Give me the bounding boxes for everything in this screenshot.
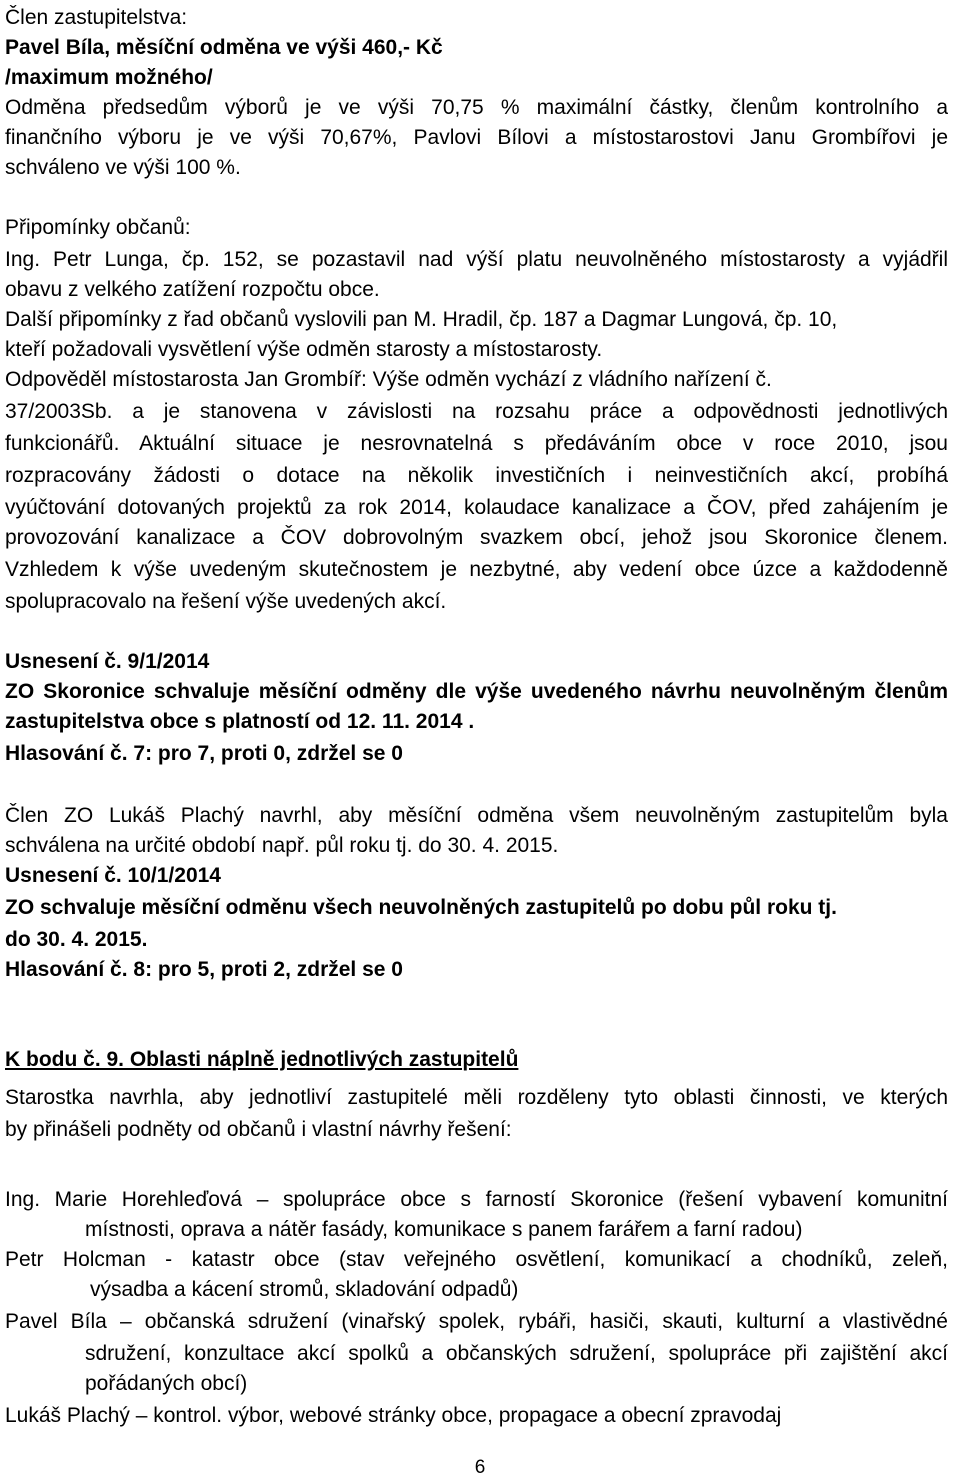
paragraph-line: obavu z velkého zatížení rozpočtu obce. bbox=[5, 278, 380, 301]
paragraph-line: Odpověděl místostarosta Jan Grombíř: Výše odměn vychází z vládního nařízení č. bbox=[5, 368, 772, 391]
paragraph-line: Další připomínky z řad občanů vyslovili pan M. Hradil, čp. 187 a Dagmar Lungová, čp. 10, bbox=[5, 308, 838, 331]
paragraph-line: finančního výboru je ve výši 70,67%, Pavlovi Bílovi a místostarostovi Janu Grombířovi je bbox=[5, 126, 948, 149]
citizens-heading: Připomínky občanů: bbox=[5, 216, 191, 239]
paragraph-line: spolupracovalo na řešení výše uvedených akcí. bbox=[5, 590, 447, 613]
resolution-text: do 30. 4. 2015. bbox=[5, 928, 148, 951]
section-heading: K bodu č. 9. Oblasti náplně jednotlivých zastupitelů bbox=[5, 1048, 519, 1071]
paragraph-line: schváleno ve výši 100 %. bbox=[5, 156, 241, 179]
paragraph-line: Vzhledem k výše uvedeným skutečnostem je nezbytné, aby vedení obce úzce a každodenně bbox=[5, 558, 948, 581]
resolution-vote: Hlasování č. 8: pro 5, proti 2, zdržel se 0 bbox=[5, 958, 403, 981]
area-line: Lukáš Plachý – kontrol. výbor, webové stránky obce, propagace a obecní zpravodaj bbox=[5, 1404, 782, 1427]
page-number: 6 bbox=[474, 1457, 486, 1478]
area-line: pořádaných obcí) bbox=[85, 1372, 248, 1395]
paragraph-line: funkcionářů. Aktuální situace je nesrovnatelná s předáváním obce v roce 2010, jsou bbox=[5, 432, 948, 455]
resolution-vote: Hlasování č. 7: pro 7, proti 0, zdržel se 0 bbox=[5, 742, 403, 765]
paragraph-line: Ing. Petr Lunga, čp. 152, se pozastavil nad výší platu neuvolněného místostarosty a vyjádřil bbox=[5, 248, 948, 271]
paragraph-line: schválena na určité období např. půl roku tj. do 30. 4. 2015. bbox=[5, 834, 559, 857]
paragraph-line: kteří požadovali vysvětlení výše odměn starosty a místostarosty. bbox=[5, 338, 603, 361]
paragraph-line: provozování kanalizace a ČOV dobrovolným svazkem obcí, jehož jsou Skoronice členem. bbox=[5, 526, 948, 549]
paragraph-line: by přinášeli podněty od občanů i vlastní návrhy řešení: bbox=[5, 1118, 512, 1141]
area-line: sdružení, konzultace akcí spolků a občanských sdružení, spolupráce při zajištění akcí bbox=[85, 1342, 948, 1365]
paragraph-line: vyúčtování dotovaných projektů za rok 2014, kolaudace kanalizace a ČOV, před zahájením je bbox=[5, 496, 948, 519]
paragraph-line: Člen ZO Lukáš Plachý navrhl, aby měsíční odměna všem neuvolněným zastupitelům byla bbox=[5, 804, 948, 827]
paragraph-line: rozpracovány žádosti o dotace na několik investičních i neinvestičních akcí, probíhá bbox=[5, 464, 948, 487]
resolution-title: Usnesení č. 10/1/2014 bbox=[5, 864, 221, 887]
area-line: výsadba a kácení stromů, skladování odpadů) bbox=[90, 1278, 519, 1301]
area-line: Petr Holcman - katastr obce (stav veřejného osvětlení, komunikací a chodníků, zeleň, bbox=[5, 1248, 948, 1271]
paragraph-line: Odměna předsedům výborů je ve výši 70,75 % maximální částky, členům kontrolního a bbox=[5, 96, 948, 119]
member-note: /maximum možného/ bbox=[5, 66, 213, 89]
area-line: místnosti, oprava a nátěr fasády, komunikace s panem farářem a farní radou) bbox=[85, 1218, 803, 1241]
resolution-title: Usnesení č. 9/1/2014 bbox=[5, 650, 210, 673]
member-heading: Člen zastupitelstva: bbox=[5, 6, 188, 29]
member-reward: Pavel Bíla, měsíční odměna ve výši 460,- Kč bbox=[5, 36, 443, 59]
resolution-text: ZO Skoronice schvaluje měsíční odměny dle výše uvedeného návrhu neuvolněným členům bbox=[5, 680, 948, 703]
resolution-text: zastupitelstva obce s platností od 12. 11. 2014 . bbox=[5, 710, 475, 733]
paragraph-line: Starostka navrhla, aby jednotliví zastupitelé měli rozděleny tyto oblasti činnosti, ve kterých bbox=[5, 1086, 948, 1109]
resolution-text: ZO schvaluje měsíční odměnu všech neuvolněných zastupitelů po dobu půl roku tj. bbox=[5, 896, 837, 919]
paragraph-line: 37/2003Sb. a je stanovena v závislosti na rozsahu práce a odpovědnosti jednotlivých bbox=[5, 400, 948, 423]
area-line: Ing. Marie Horehleďová – spolupráce obce s farností Skoronice (řešení vybavení komunitní bbox=[5, 1188, 948, 1211]
area-line: Pavel Bíla – občanská sdružení (vinařský spolek, rybáři, hasiči, skauti, kulturní a vlastivědné bbox=[5, 1310, 948, 1333]
